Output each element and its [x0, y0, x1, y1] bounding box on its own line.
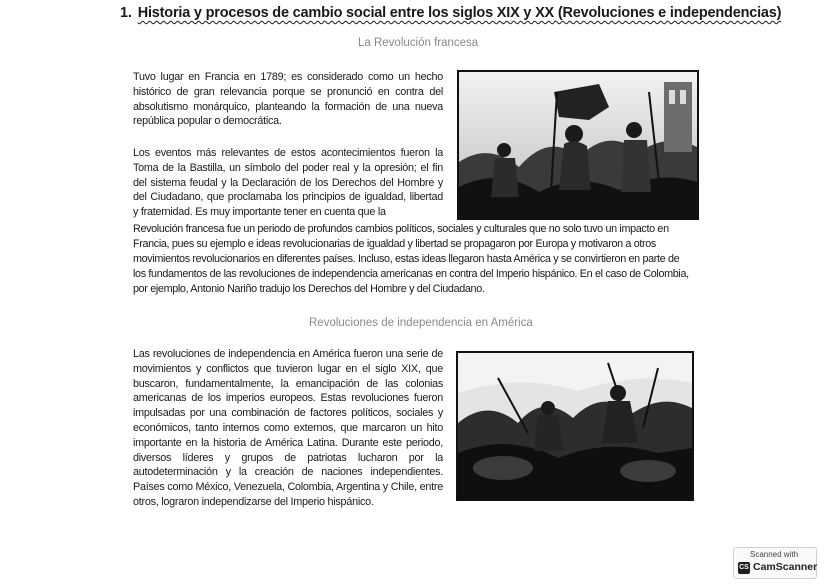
french-revolution-line-1: Revolución francesa fue un periodo de profundos cambios políticos, sociales y culturales que no solo tuvo un impacto en: [133, 223, 669, 235]
french-revolution-paragraph-1: Tuvo lugar en Francia en 1789; es considerado como un hecho histórico de gran relevancia porque se pronunció en contra del absolutismo monárquico, planteando la formación de una nueva república popular o democrática.: [133, 71, 443, 128]
french-revolution-line-2: Francia, pues su ejemplo e ideas revolucionarias de igualdad y libertad se propagaron por Europa y motivaron a otros: [133, 238, 656, 250]
section-heading-french-revolution: La Revolución francesa: [358, 37, 479, 49]
scanned-with-label: Scanned with: [750, 550, 799, 559]
camscanner-badge: [733, 547, 817, 579]
title-text: Historia y procesos de cambio social entre los siglos XIX y XX (Revoluciones e independencias): [137, 5, 782, 21]
camscanner-logo-icon: CS: [738, 562, 750, 574]
french-revolution-line-5: por ejemplo, Antonio Nariño tradujo los Derechos del Hombre y del Ciudadano.: [133, 283, 485, 295]
french-revolution-line-4: los fundamentos de las revoluciones de independencia americanas en contra del Imperio hispánico. En el caso de Colombia,: [133, 268, 689, 280]
camscanner-name: CamScanner: [753, 561, 818, 573]
french-revolution-illustration: [457, 70, 699, 220]
title-number: 1.: [120, 5, 132, 21]
french-revolution-paragraph-2: Los eventos más relevantes de estos acontecimientos fueron la Toma de la Bastilla, un símbolo del poder real y la opresión; el fin del sistema feudal y la Declaración de los Derechos del Hombre y del Ciudadano, que proclamaba los principios de igualdad, libertad y fraternidad. Es muy importante tener en cuenta que la: [133, 147, 443, 219]
page-title: [120, 5, 782, 21]
section-heading-american-independence: Revoluciones de independencia en América: [309, 317, 533, 329]
american-independence-paragraph: Las revoluciones de independencia en América fueron una serie de movimientos y conflictos que tuvieron lugar en el siglo XIX, que buscaron, fundamentalmente, la emancipación de las colonias americanas de los imperios europeos. Estas revoluciones fueron impulsadas por una combinación de factores políticos, sociales y económicos, tanto internos como externos, que marcaron un hito importante en la historia de América Latina. Durante este periodo, diversos líderes y grupos de patriotas lucharon por la autodeterminación y la creación de naciones independientes. Países como México, Venezuela, Colombia, Argentina y Chile, entre otros, lograron independizarse del Imperio hispánico.: [133, 348, 443, 508]
american-independence-illustration: [456, 351, 694, 501]
french-revolution-line-3: movimientos revolucionarios en diferentes países. Incluso, estas ideas llegaron hasta América y se convirtieron en parte de: [133, 253, 680, 265]
